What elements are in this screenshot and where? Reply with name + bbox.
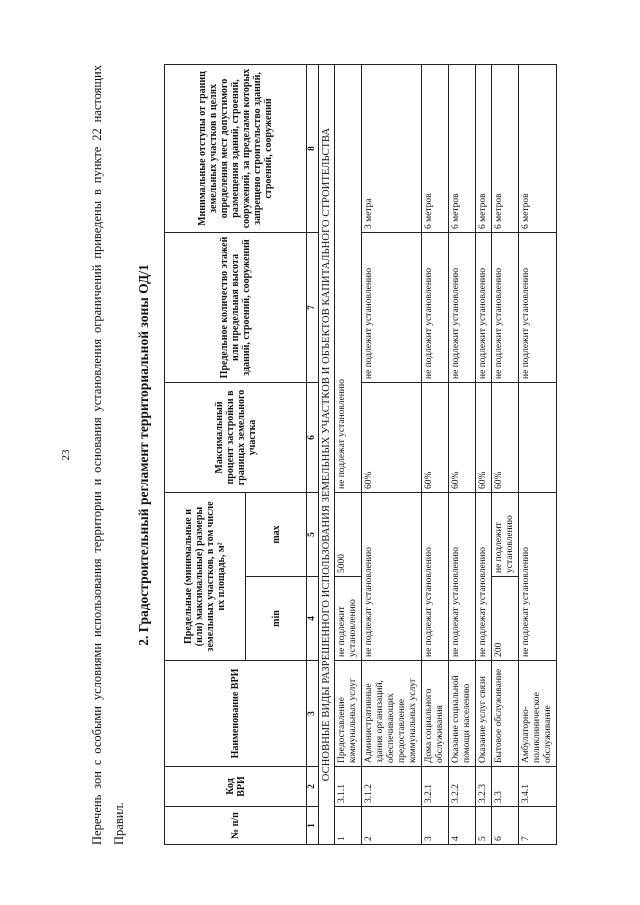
header-setback: Минимальные отступы от границ земельных участков в целях определения мест допустимого размещения зданий, строений, сооружений, за пределами которых запрещено строительство зданий, строений, сооружений [165,64,307,232]
table-row [519,64,557,844]
row-code: 3.4.1 [519,767,557,807]
row-floors-setback: не подлежат установлению [335,64,362,492]
row-minmax: не подлежат установлению [422,492,449,660]
page-number: 23 [60,449,72,461]
row-code: 3.2.2 [449,767,476,807]
row-minmax: не подлежат установлению [519,492,557,660]
row-floors: не подлежит установлению [449,232,476,382]
row-code: 3.2.1 [422,767,449,807]
row-max: не подлежит установлению [492,492,519,576]
row-floors: не подлежит установлению [422,232,449,382]
row-setback: 6 метров [449,64,476,232]
table-row [492,64,519,844]
header-row [165,64,246,844]
row-percent: 60% [422,382,449,492]
row-num: 5 [476,807,492,845]
table-row [476,64,492,844]
row-num: 2 [362,807,422,845]
intro-paragraph: Перечень зон с особыми условиями использования территории и основания установления ограничений приведены в пункте 22 настоящих Правил. [90,65,126,845]
row-num: 4 [449,807,476,845]
row-percent: 60% [476,382,492,492]
row-floors: не подлежит установлению [362,232,422,382]
row-min: 200 [492,577,519,661]
row-num: 7 [519,807,557,845]
row-name: Бытовое обслуживание [492,661,519,767]
row-percent [519,382,557,492]
header-percent: Максимальный процент застройки в границах земельного участка [165,382,307,492]
row-code: 3.1.2 [362,767,422,807]
column-number: 6 [307,382,319,492]
row-setback: 6 метров [422,64,449,232]
row-name: Предоставление коммунальных услуг [335,661,362,767]
row-floors: не подлежит установлению [519,232,557,382]
row-setback: 6 метров [476,64,492,232]
row-name: Оказание социальной помощи населению [449,661,476,767]
row-percent: 60% [449,382,476,492]
row-floors: не подлежит установлению [476,232,492,382]
row-code: 3.2.3 [476,767,492,807]
header-num: № п/п [165,807,307,845]
section-heading: 2. Градостроительный регламент территориальной зоны ОД/1 [136,264,151,646]
header-area-min: min [246,577,307,661]
row-setback: 6 метров [492,64,519,232]
column-number: 2 [307,767,319,807]
row-name: Дома социального обслуживания [422,661,449,767]
header-area: Предельные (минимальные и (или) максимальные) размеры земельных участков, в том числе их площадь, м² [165,492,246,660]
row-minmax: не подлежат установлению [362,492,422,660]
row-name: Амбулаторно-поликлиническое обслуживание [519,661,557,767]
header-floors: Предельное количество этажей или предельная высота зданий, строений, сооружений [165,232,307,382]
column-number: 8 [307,64,319,232]
row-name: Административные здания организаций, обеспечивающих предоставление коммунальных услуг [362,661,422,767]
header-area-max: max [246,492,307,576]
regulation-table [164,64,557,845]
row-setback: 6 метров [519,64,557,232]
section-row [319,64,335,844]
table-row [362,64,422,844]
rotated-content [60,65,580,845]
row-code: 3.1.1 [335,767,362,807]
row-setback: 3 метра [362,64,422,232]
row-max: 5000 [335,492,362,576]
row-floors: не подлежит установлению [492,232,519,382]
row-min: не подлежит установлению [335,577,362,661]
table-row [335,64,362,844]
table-row [449,64,476,844]
section-title: ОСНОВНЫЕ ВИДЫ РАЗРЕШЕННОГО ИСПОЛЬЗОВАНИЯ ЗЕМЕЛЬНЫХ УЧАСТКОВ И ОБЪЕКТОВ КАПИТАЛЬНОГО СТРОИТЕЛЬСТВА [319,64,335,844]
row-percent: 60% [362,382,422,492]
header-name: Наименование ВРИ [165,661,307,767]
column-number: 1 [307,807,319,845]
row-num: 3 [422,807,449,845]
table-row [422,64,449,844]
column-numbers-row [307,64,319,844]
row-num: 1 [335,807,362,845]
header-code: Код ВРИ [165,767,307,807]
column-number: 7 [307,232,319,382]
row-minmax: не подлежат установлению [449,492,476,660]
row-name: Оказание услуг связи [476,661,492,767]
column-number: 3 [307,661,319,767]
row-num: 6 [492,807,519,845]
column-number: 5 [307,492,319,576]
row-percent: 60% [492,382,519,492]
column-number: 4 [307,577,319,661]
row-minmax: не подлежат установлению [476,492,492,660]
row-code: 3.3 [492,767,519,807]
